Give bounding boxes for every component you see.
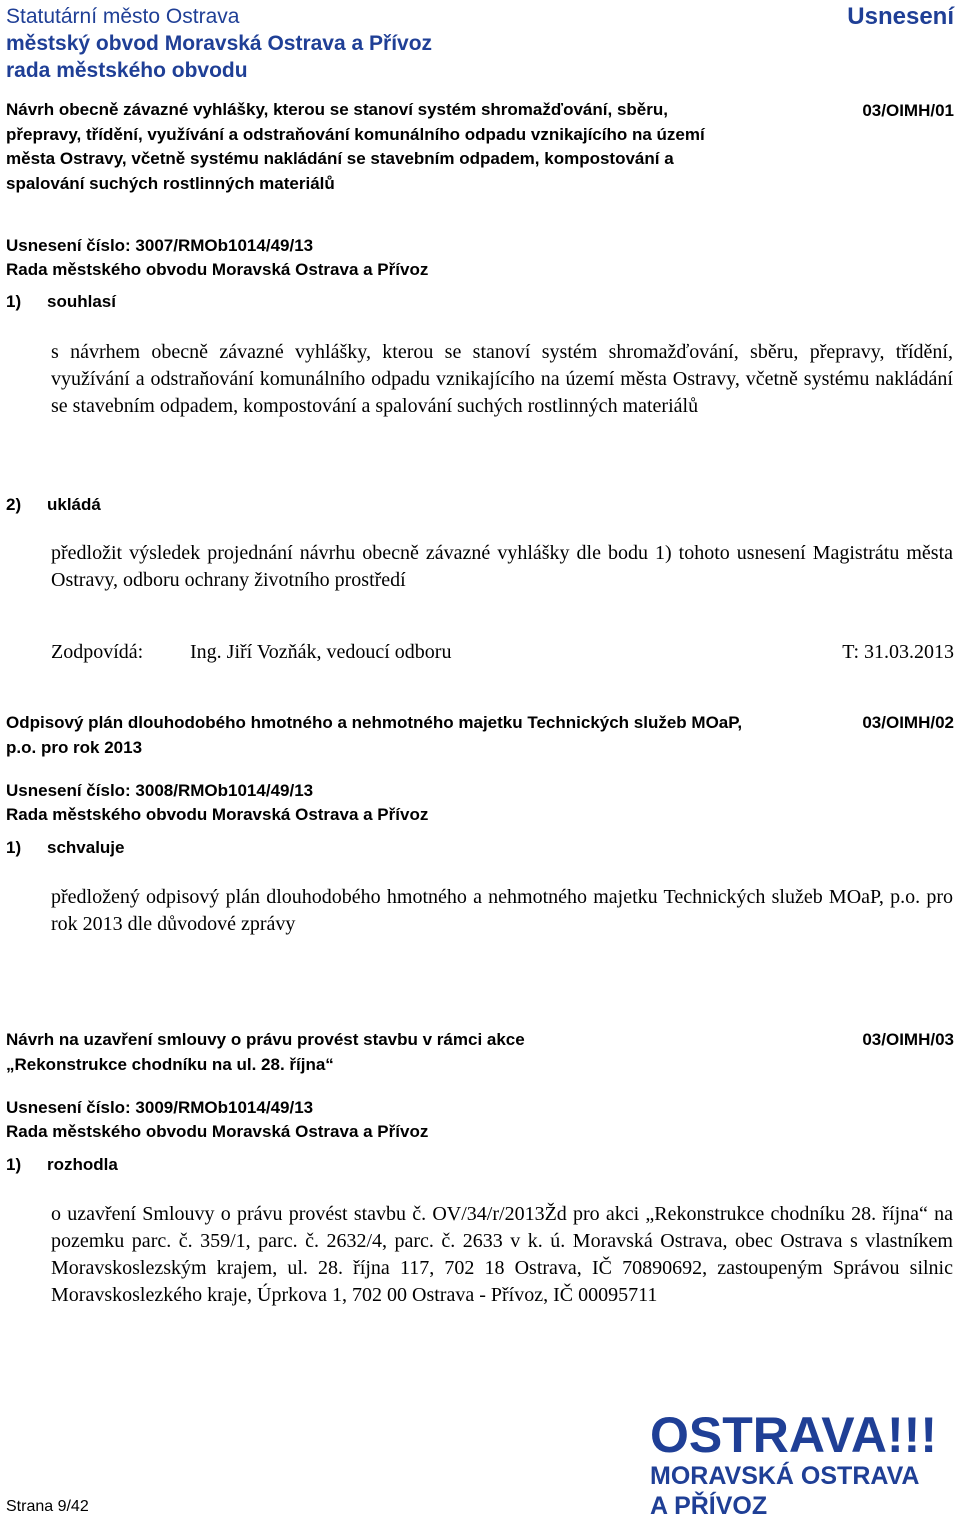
item-title: Návrh na uzavření smlouvy o právu provést stavbu v rámci akce „Rekonstrukce chodníku na ul. 28. října“ [6, 1030, 525, 1074]
action-text: s návrhem obecně závazné vyhlášky, kterou se stanoví systém shromažďování, sběru, přepravy, třídění, využívání a odstraňování komunálního odpadu vznikajícího na území města Ostravy, včetně systému nakládání se stavebním odpadem, kompostování a spalování suchých rostlinných materiálů [51, 341, 953, 417]
resolution-body: Rada městského obvodu Moravská Ostrava a Přívoz [6, 260, 429, 279]
action-verb: ukládá [47, 495, 101, 514]
action-verb: rozhodla [47, 1155, 118, 1174]
ostrava-logo [648, 1408, 954, 1518]
item-code: 03/OIMH/01 [862, 101, 954, 120]
action-text: předložit výsledek projednání návrhu obecně závazné vyhlášky dle bodu 1) tohoto usnesení Magistrátu města Ostravy, odboru ochrany životního prostředí [51, 542, 953, 591]
action-number: 1) [6, 292, 22, 311]
resolution-body: Rada městského obvodu Moravská Ostrava a Přívoz [6, 1122, 429, 1141]
action-heading [6, 838, 125, 858]
action-heading [6, 495, 101, 515]
action-verb: schvaluje [47, 838, 125, 857]
resolution-body: Rada městského obvodu Moravská Ostrava a Přívoz [6, 805, 429, 824]
item-title: Návrh obecně závazné vyhlášky, kterou se stanoví systém shromažďování, sběru, přepravy, třídění, využívání a odstraňování komunálního odpadu vznikajícího na území města Ostravy, včetně systému nakládání se stavebním odpadem, kompostování a spalování suchých rostlinných materiálů [6, 100, 705, 193]
page-number: Strana 9/42 [6, 1498, 89, 1515]
responsible-name: Ing. Jiří Vozňák, vedoucí odboru [190, 641, 452, 663]
header-council: rada městského obvodu [6, 59, 248, 82]
action-heading [6, 292, 116, 312]
action-text: předložený odpisový plán dlouhodobého hmotného a nehmotného majetku Technických služeb MOaP, p.o. pro rok 2013 dle důvodové zprávy [51, 886, 953, 935]
deadline: T: 31.03.2013 [842, 641, 954, 663]
action-number: 1) [6, 838, 22, 857]
resolution-number: Usnesení číslo: 3008/RMOb1014/49/13 [6, 781, 314, 800]
item-title: Odpisový plán dlouhodobého hmotného a nehmotného majetku Technických služeb MOaP, p.o. pro rok 2013 [6, 713, 743, 757]
item-code: 03/OIMH/03 [862, 1030, 954, 1049]
action-verb: souhlasí [47, 292, 116, 311]
action-number: 1) [6, 1155, 22, 1174]
header-doc-type: Usnesení [847, 3, 954, 30]
item-code: 03/OIMH/02 [862, 713, 954, 732]
action-number: 2) [6, 495, 22, 514]
responsible-label: Zodpovídá: [51, 641, 144, 663]
header-district: městský obvod Moravská Ostrava a Přívoz [6, 32, 433, 55]
action-heading [6, 1155, 118, 1175]
resolution-number: Usnesení číslo: 3009/RMOb1014/49/13 [6, 1098, 314, 1117]
logo-line2: MORAVSKÁ OSTRAVA [650, 1462, 920, 1490]
action-text: o uzavření Smlouvy o právu provést stavbu č. OV/34/r/2013Žd pro akci „Rekonstrukce chodníku 28. října“ na pozemku parc. č. 359/1, parc. č. 2632/4, parc. č. 2633 v k. ú. Moravská Ostrava, obec Ostrava s vlastníkem Moravskoslezským krajem, ul. 28. října 117, 702 18 Ostrava, IČ 70890692, zastoupeným Správou silnic Moravskoslezkého kraje, Úprkova 1, 702 00 Ostrava - Přívoz, IČ 00095711 [51, 1203, 953, 1306]
logo-line3: A PŘÍVOZ [650, 1492, 768, 1518]
header-city: Statutární město Ostrava [6, 5, 240, 28]
resolution-number: Usnesení číslo: 3007/RMOb1014/49/13 [6, 236, 314, 255]
logo-line1: OSTRAVA!!! [650, 1408, 937, 1463]
